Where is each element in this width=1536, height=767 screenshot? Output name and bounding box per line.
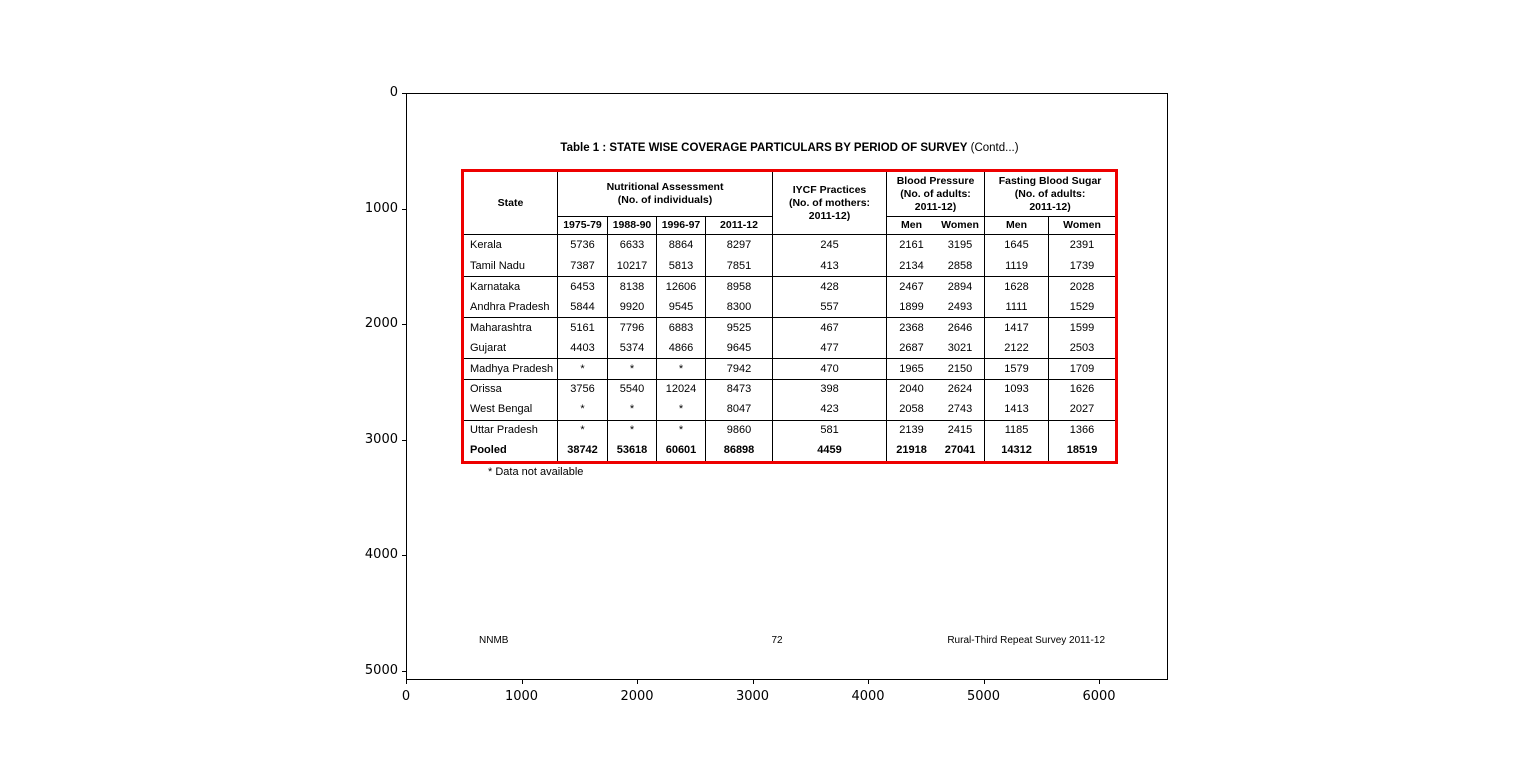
value-cell: 428 <box>773 276 887 297</box>
value-cell: 2058 <box>899 403 924 416</box>
value-cell: 6453 <box>558 276 608 297</box>
value-cell: 1529 <box>1069 300 1095 313</box>
value-cell: 1579 <box>985 358 1049 379</box>
x-tick-mark <box>868 680 869 684</box>
value-cell: 8297 <box>706 235 773 256</box>
value-cell: 6633 <box>608 235 657 256</box>
value-cell: 8864 <box>657 235 706 256</box>
table-row <box>464 420 1115 441</box>
value-cell: 27041 <box>936 440 985 461</box>
col-header-fbs-men: Men <box>985 217 1049 235</box>
x-tick-mark <box>637 680 638 684</box>
col-header-bp-women: Women <box>936 217 985 235</box>
x-tick-mark <box>522 680 523 684</box>
value-cell: 1739 <box>1069 259 1095 272</box>
y-tick-label: 1000 <box>364 200 398 216</box>
value-cell: 2467 <box>887 276 936 297</box>
value-cell: 53618 <box>608 440 657 461</box>
col-header-bp-men: Men <box>887 217 936 235</box>
state-cell: Maharashtra <box>464 317 558 338</box>
value-cell: * <box>657 358 706 379</box>
footnote: * Data not available <box>488 466 584 478</box>
value-cell: 1599 <box>1049 317 1115 338</box>
value-cell: 9525 <box>706 317 773 338</box>
figure-title-contd: (Contd...) <box>967 142 1019 154</box>
col-header-1988-90: 1988-90 <box>608 217 657 235</box>
plot-frame <box>406 93 1168 680</box>
col-group-nutritional-assessment: Nutritional Assessment (No. of individuals) <box>558 172 773 217</box>
value-cell: 1628 <box>985 276 1049 297</box>
value-cell: 2646 <box>936 317 985 338</box>
value-cell: 9545 <box>657 297 706 318</box>
value-cell: 398 <box>773 379 887 400</box>
table-row <box>464 338 1115 359</box>
footer-source-right: Rural-Third Repeat Survey 2011-12 <box>947 635 1105 646</box>
value-cell: 21918 <box>896 444 927 457</box>
value-cell: 1626 <box>1049 379 1115 400</box>
value-cell: * <box>558 420 608 441</box>
value-cell: 6883 <box>657 317 706 338</box>
x-tick-label: 2000 <box>620 689 654 704</box>
col-header-state: State <box>464 172 558 235</box>
value-cell: 9645 <box>706 338 773 359</box>
col-header-1975-79: 1975-79 <box>558 217 608 235</box>
value-cell: * <box>657 420 706 441</box>
state-cell: Andhra Pradesh <box>464 297 558 318</box>
value-cell: 2391 <box>1069 239 1095 252</box>
value-cell: 2368 <box>887 317 936 338</box>
table-row <box>464 235 1115 256</box>
value-cell: 2415 <box>936 420 985 441</box>
value-cell: 2028 <box>1049 276 1115 297</box>
value-cell: 60601 <box>657 440 706 461</box>
table-row <box>464 256 1115 277</box>
value-cell: 1111 <box>985 297 1049 318</box>
footer-source-left: NNMB <box>479 635 509 646</box>
value-cell: 423 <box>773 399 887 420</box>
value-cell: 2894 <box>936 276 985 297</box>
value-cell: 557 <box>773 297 887 318</box>
value-cell: 1185 <box>985 420 1049 441</box>
coverage-table-box <box>461 169 1118 464</box>
value-cell: 8473 <box>706 379 773 400</box>
state-cell: West Bengal <box>464 399 558 420</box>
col-group-blood-pressure: Blood Pressure (No. of adults: 2011-12) <box>887 172 985 217</box>
value-cell: 3756 <box>558 379 608 400</box>
value-cell: 2139 <box>887 420 936 441</box>
value-cell: 2134 <box>899 259 924 272</box>
state-cell: Gujarat <box>464 338 558 359</box>
value-cell: 38742 <box>558 440 608 461</box>
y-tick-label: 3000 <box>364 431 398 447</box>
value-cell: * <box>608 399 657 420</box>
value-cell: 10217 <box>608 256 657 277</box>
value-cell: 1093 <box>985 379 1049 400</box>
value-cell: 2150 <box>936 358 985 379</box>
value-cell: 2858 <box>936 256 985 277</box>
state-cell: Orissa <box>464 379 558 400</box>
value-cell: 18519 <box>1066 444 1098 457</box>
coverage-table <box>464 172 1115 461</box>
y-tick-label: 2000 <box>364 316 398 331</box>
x-tick-mark <box>1099 680 1100 684</box>
value-cell: 9920 <box>608 297 657 318</box>
value-cell: 7942 <box>706 358 773 379</box>
value-cell: 8300 <box>706 297 773 318</box>
value-cell: 2624 <box>936 379 985 400</box>
value-cell: 8958 <box>706 276 773 297</box>
value-cell: 2122 <box>985 338 1049 359</box>
value-cell: 14312 <box>985 440 1049 461</box>
value-cell: * <box>558 399 608 420</box>
value-cell: * <box>608 420 657 441</box>
value-cell: 470 <box>773 358 887 379</box>
value-cell: 1119 <box>985 256 1049 277</box>
value-cell: 5844 <box>558 297 608 318</box>
value-cell: 1645 <box>985 235 1049 256</box>
value-cell: 1413 <box>985 399 1049 420</box>
value-cell: 2493 <box>936 297 985 318</box>
value-cell: 8047 <box>706 399 773 420</box>
col-header-1996-97: 1996-97 <box>657 217 706 235</box>
x-tick-mark <box>406 680 407 684</box>
value-cell: 9860 <box>706 420 773 441</box>
x-tick-label: 0 <box>401 689 411 704</box>
x-tick-mark <box>753 680 754 684</box>
value-cell: 5374 <box>608 338 657 359</box>
table-row <box>464 297 1115 318</box>
value-cell: 2161 <box>899 239 924 252</box>
x-tick-mark <box>984 680 985 684</box>
table-row <box>464 379 1115 400</box>
value-cell: 2027 <box>1069 403 1095 416</box>
state-cell: Karnataka <box>464 276 558 297</box>
value-cell: * <box>657 399 706 420</box>
state-cell: Kerala <box>464 235 558 256</box>
table-body <box>464 235 1115 461</box>
table-row <box>464 399 1115 420</box>
value-cell: 7851 <box>706 256 773 277</box>
y-tick-label: 4000 <box>364 547 398 562</box>
value-cell: 5813 <box>657 256 706 277</box>
value-cell: 245 <box>773 235 887 256</box>
col-header-2011-12: 2011-12 <box>706 217 773 235</box>
value-cell: 2687 <box>899 341 924 354</box>
value-cell: 413 <box>773 256 887 277</box>
value-cell: 12024 <box>657 379 706 400</box>
col-header-iycf: IYCF Practices (No. of mothers: 2011-12) <box>773 172 887 235</box>
figure-title <box>461 142 1118 154</box>
x-tick-label: 3000 <box>735 689 770 704</box>
value-cell: 5161 <box>558 317 608 338</box>
state-cell: Tamil Nadu <box>464 256 558 277</box>
value-cell: 5736 <box>558 235 608 256</box>
value-cell: 1709 <box>1049 358 1115 379</box>
col-group-fasting-blood-sugar: Fasting Blood Sugar (No. of adults: 2011-12) <box>985 172 1115 217</box>
table-row <box>464 358 1115 379</box>
x-tick-label: 1000 <box>504 689 539 704</box>
table-row <box>464 317 1115 338</box>
value-cell: 477 <box>773 338 887 359</box>
value-cell: 86898 <box>706 440 773 461</box>
value-cell: * <box>608 358 657 379</box>
value-cell: 2503 <box>1069 341 1095 354</box>
value-cell: 1899 <box>899 300 924 313</box>
value-cell: 467 <box>773 317 887 338</box>
value-cell: 1366 <box>1049 420 1115 441</box>
value-cell: 4866 <box>657 338 706 359</box>
value-cell: 3021 <box>936 338 985 359</box>
y-tick-label: 5000 <box>364 662 398 678</box>
value-cell: * <box>558 358 608 379</box>
value-cell: 581 <box>773 420 887 441</box>
value-cell: 12606 <box>657 276 706 297</box>
x-tick-label: 4000 <box>851 689 885 704</box>
footer-page-number: 72 <box>771 635 783 646</box>
value-cell: 1417 <box>985 317 1049 338</box>
value-cell: 7387 <box>558 256 608 277</box>
value-cell: 5540 <box>608 379 657 400</box>
value-cell: 8138 <box>608 276 657 297</box>
table-row <box>464 440 1115 461</box>
value-cell: 4459 <box>773 440 887 461</box>
col-header-fbs-women: Women <box>1049 217 1115 235</box>
value-cell: 3195 <box>936 235 985 256</box>
value-cell: 1965 <box>887 358 936 379</box>
y-tick-label: 0 <box>389 85 398 100</box>
table-row <box>464 276 1115 297</box>
x-tick-label: 6000 <box>1082 689 1116 704</box>
state-cell: Uttar Pradesh <box>464 420 558 441</box>
x-tick-label: 5000 <box>966 689 1001 704</box>
state-cell: Pooled <box>464 440 558 461</box>
value-cell: 2040 <box>887 379 936 400</box>
value-cell: 2743 <box>936 399 985 420</box>
figure-title-main: Table 1 : STATE WISE COVERAGE PARTICULARS BY PERIOD OF SURVEY <box>560 142 968 154</box>
state-cell: Madhya Pradesh <box>464 358 558 379</box>
value-cell: 7796 <box>608 317 657 338</box>
value-cell: 4403 <box>558 338 608 359</box>
